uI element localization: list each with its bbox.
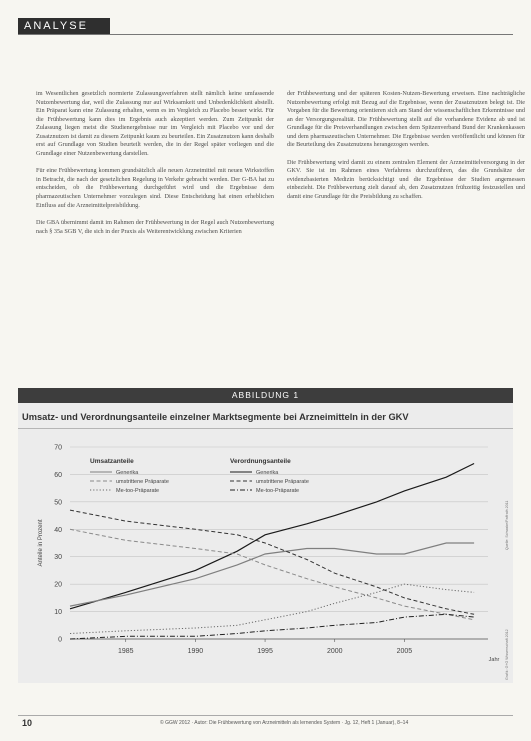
legend-entry: Me-too-Präparate [116, 488, 160, 494]
figure-source: Quelle: Schwabe/Paffrath 2011 [505, 500, 509, 550]
page-number: 10 [22, 718, 33, 728]
y-axis-label: Anteile in Prozent [38, 519, 44, 567]
figure-label: ABBILDUNG 1 [18, 388, 513, 403]
paragraph: Die Frühbewertung wird damit zu einem zentralen Element der Arzneimittelversorgung in der GKV. Sie ist im Rahmen eines Verfahrens durchzuführen, das die Grundsätze der evidenzbasierten Medizin berücksichtigt und die Ergebnisse der Studien angemessen einbezieht. Die Frühbewertung zielt darauf ab, den Zusatznutzen frühzeitig festzustellen und damit eine Grundlage für die Preisbildung zu schaffen. [287, 158, 525, 201]
figure-title: Umsatz- und Verordnungsanteile einzelner Marktsegmente bei Arzneimitteln in der GKV [22, 412, 409, 422]
x-tick-label: 1990 [187, 648, 204, 655]
paragraph: Die GBA übernimmt damit im Rahmen der Frühbewertung in der Regel auch Nutzenbewertung nach § 35a SGB V, die sich in der Praxis als Weiterentwicklung zwischen Kriterien [36, 219, 274, 235]
series-line [70, 614, 474, 639]
section-label: ANALYSE [18, 18, 110, 35]
footer-citation: © GGW 2012 · Autor: Die Frühbewertung von Arzneimitteln als lernendes System · Jg. 12, Heft 1 (Januar), 8–14 [160, 720, 409, 726]
x-tick-label: 1985 [117, 648, 134, 655]
paragraph: im Wesentlichen gesetzlich normierte Zulassungsverfahren stellt nämlich keine umfassende Nutzenbewertung dar, weil die Zulassung nur auf Wirksamkeit und Unbedenklichkeit abstellt. Ein Präparat kann eine Zulassung erhalten, wenn es im Vergleich zu Placebo besser wirkt. Für die Frühbewertung kann dies im Ergebnis auch akzeptiert werden. Zum Zeitpunkt der Zulassung liegen meist die Studienergebnisse nur im Vergleich mit Placebo vor und der Zusatznutzen ist damit zu diesem Zeitpunkt kaum zu beurteilen. Ein Zusatznutzen kann deshalb erst auf Grundlage von Studien beurteilt werden, die in der Regel später vorliegen und die Grundlage einer Nutzenbewertung darstellen. [36, 90, 274, 157]
x-tick-label: 2000 [326, 648, 343, 655]
y-tick-label: 40 [54, 526, 62, 534]
body-column-left [36, 90, 274, 245]
legend-entry: umstrittene Präparate [116, 479, 169, 485]
legend-entry: Me-too-Präparate [256, 488, 300, 494]
x-tick-label: 1995 [257, 648, 273, 655]
y-tick-label: 0 [58, 636, 62, 644]
series-line [70, 464, 474, 609]
figure-credit: Grafik: G+G Wissenschaft 2012 [505, 629, 509, 680]
legend-entry: umstrittene Präparate [256, 479, 309, 485]
paragraph: der Frühbewertung und der späteren Kosten-Nutzen-Bewertung erweisen. Eine nachträgliche Nutzenbewertung erfolgt mit Bezug auf die Ergebnisse, wenn der Zusatznutzen belegt ist. Die Vorgaben für die Bewertung orientieren sich am Stand der wissenschaftlichen Erkenntnisse und an der Versorgungsrealität. Die Frühbewertung stellt auf die vorhandene Evidenz ab und ist Grundlage für die Preisverhandlungen zwischen dem Spitzenverband Bund der Krankenkassen und dem pharmazeutischen Unternehmer. Die Ergebnisse werden veröffentlicht und können für die Beurteilung des Zusatznutzens herangezogen werden. [287, 90, 525, 149]
y-tick-label: 60 [54, 471, 62, 479]
legend-group-title: Verordnungsanteile [230, 458, 291, 465]
y-tick-label: 70 [54, 444, 62, 452]
body-column-right [287, 90, 525, 211]
legend-entry: Generika [256, 470, 279, 476]
x-tick-label: 2005 [396, 648, 413, 655]
legend-group-title: Umsatzanteile [90, 458, 134, 465]
y-tick-label: 20 [54, 581, 62, 589]
x-axis-label: Jahr [488, 657, 500, 663]
series-line [70, 510, 474, 614]
section-divider [18, 34, 513, 35]
y-tick-label: 50 [54, 499, 62, 507]
series-line [70, 584, 474, 633]
y-tick-label: 30 [54, 554, 62, 562]
footer-divider [18, 715, 513, 716]
y-tick-label: 10 [54, 609, 62, 617]
line-chart [18, 429, 513, 681]
legend-entry: Generika [116, 470, 139, 476]
series-line [70, 529, 474, 620]
series-line [70, 543, 474, 606]
paragraph: Für eine Frühbewertung kommen grundsätzlich alle neuen Arzneimittel mit neuen Wirkstoffen in Betracht, die nach der gesetzlichen Regelung in Verkehr gebracht werden. Der G-BA hat zu entscheiden, ob die Frühbewertung durchgeführt wird und die Ergebnisse dem pharmazeutischen Unternehmer vorzulegen sind. Diese Entscheidung hat einen erheblichen Einfluss auf die Arzneimittelpreisbildung. [36, 167, 274, 209]
